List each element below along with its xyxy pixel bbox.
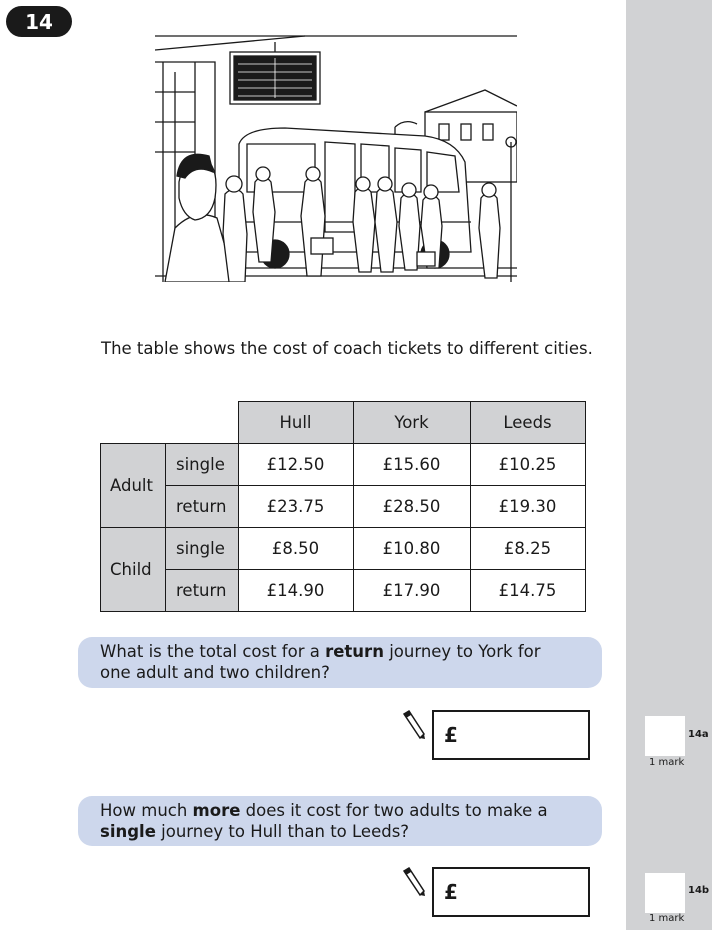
column-header-hull: Hull [238, 402, 353, 444]
column-header-york: York [353, 402, 470, 444]
column-header-leeds: Leeds [470, 402, 585, 444]
price-cell: £8.25 [470, 528, 585, 570]
mark-box-14b [645, 873, 685, 913]
mark-label-14a: 1 mark [649, 757, 685, 768]
question-14a-line1 [100, 641, 602, 662]
table-header-row [101, 402, 586, 444]
question-14a-line2: one adult and two children? [100, 663, 330, 682]
mark-id-14b: 14b [688, 885, 710, 896]
ticket-type-label: single [166, 528, 239, 570]
question-14a-box [78, 637, 602, 688]
question-emphasis: more [192, 801, 241, 820]
price-cell: £10.80 [353, 528, 470, 570]
coach-station-illustration [155, 32, 517, 282]
question-text: How much [100, 801, 193, 820]
mark-box-14a [645, 716, 685, 756]
group-label-adult: Adult [101, 444, 166, 528]
pencil-icon [400, 867, 426, 897]
question-text: journey to York for [383, 642, 541, 661]
question-14b-line1 [100, 800, 602, 821]
mark-id-14a: 14a [688, 729, 709, 740]
table-row [101, 528, 586, 570]
table-corner-blank [101, 402, 166, 444]
price-cell: £15.60 [353, 444, 470, 486]
table-corner-blank [166, 402, 239, 444]
question-14b-line2 [100, 821, 602, 842]
table-row [101, 486, 586, 528]
price-cell: £19.30 [470, 486, 585, 528]
ticket-type-label: single [166, 444, 239, 486]
question-emphasis: return [325, 642, 384, 661]
answer-14b-box[interactable] [432, 867, 590, 917]
pencil-icon [400, 710, 426, 740]
price-cell: £10.25 [470, 444, 585, 486]
ticket-price-table [100, 401, 586, 612]
question-text: journey to Hull than to Leeds? [155, 822, 410, 841]
question-text: does it cost for two adults to make a [240, 801, 548, 820]
price-cell: £28.50 [353, 486, 470, 528]
price-cell: £12.50 [238, 444, 353, 486]
answer-14a-box[interactable] [432, 710, 590, 760]
question-text: What is the total cost for a [100, 642, 326, 661]
ticket-type-label: return [166, 570, 239, 612]
intro-text: The table shows the cost of coach tickets to different cities. [101, 339, 593, 358]
question-number-badge [6, 6, 72, 37]
mark-label-14b: 1 mark [649, 913, 685, 924]
question-number: 14 [25, 9, 53, 34]
table-row [101, 570, 586, 612]
question-14b-box [78, 796, 602, 846]
price-cell: £14.75 [470, 570, 585, 612]
group-label-child: Child [101, 528, 166, 612]
price-cell: £23.75 [238, 486, 353, 528]
price-cell: £14.90 [238, 570, 353, 612]
marking-margin [626, 0, 712, 930]
question-emphasis: single [100, 822, 156, 841]
currency-symbol: £ [444, 723, 458, 747]
price-cell: £17.90 [353, 570, 470, 612]
table-row [101, 444, 586, 486]
currency-symbol: £ [444, 880, 458, 904]
ticket-type-label: return [166, 486, 239, 528]
price-cell: £8.50 [238, 528, 353, 570]
